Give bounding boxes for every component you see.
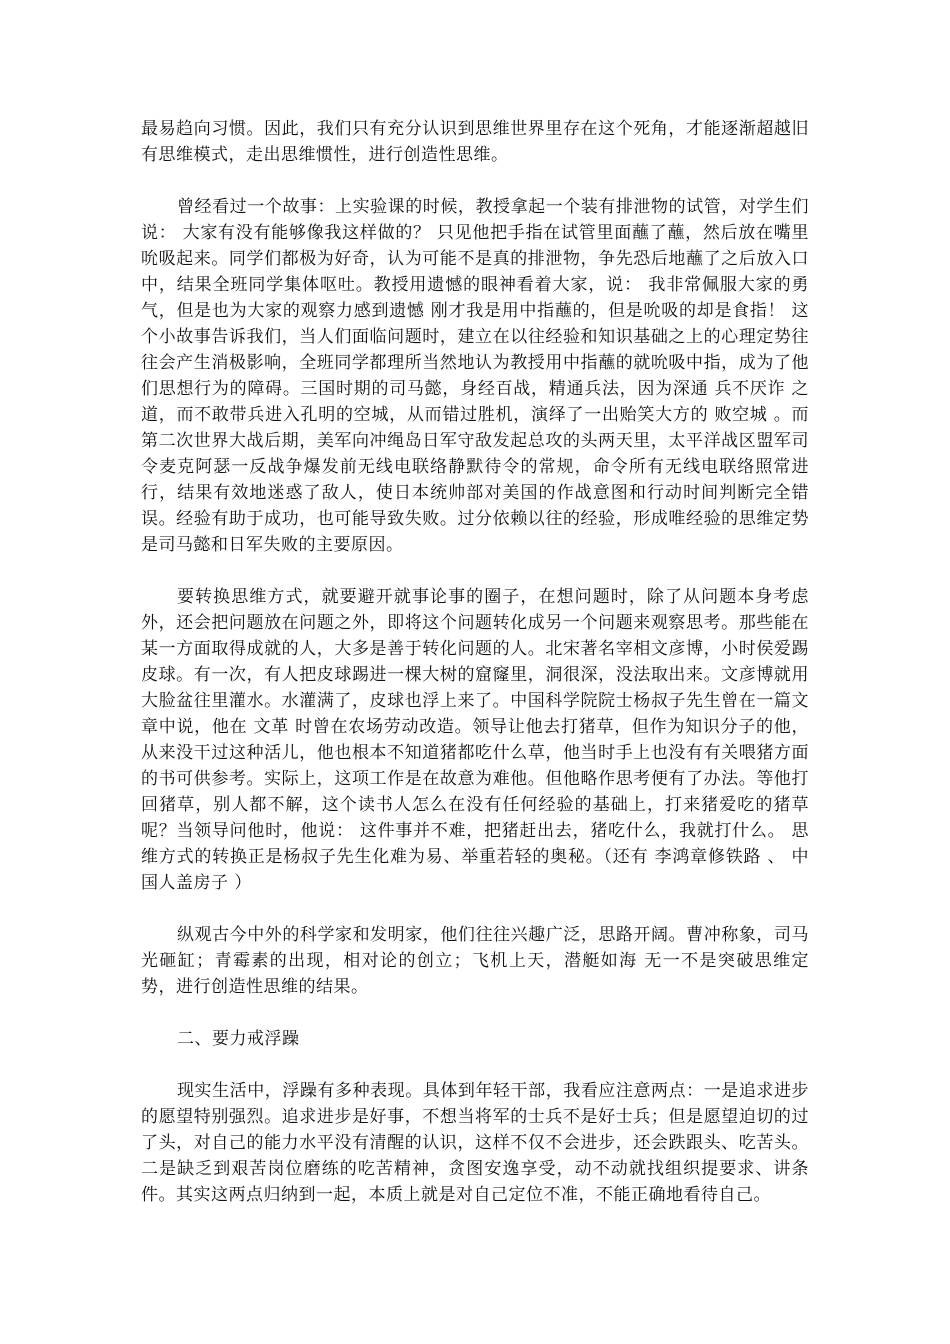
paragraph-thinking-transformation: 要转换思维方式，就要避开就事论事的圈子，在想问题时，除了从问题本身考虑外，还会把问题放在问题之外，即将这个问题转化成另一个问题来观察思考。那些能在某一方面取得成就的人，大多是善于转化问题的人。北宋著名宰相文彦博，小时侯爱踢皮球。有一次，有人把皮球踢进一棵大树的窟窿里，洞很深，没法取出来。文彦博就用大脸盆往里灌水。水灌满了，皮球也浮上来了。中国科学院院士杨叔子先生曾在一篇文章中说，他在 文革 时曾在农场劳动改造。领导让他去打猪草，但作为知识分子的他，从来没干过这种活儿，他也根本不知道猪都吃什么草，他当时手上也没有有关喂猪方面的书可供参考。实际上，这项工作是在故意为难他。但他略作思考便有了办法。等他打回猪草，别人都不解，这个读书人怎么在没有任何经验的基础上，打来猪爱吃的猪草呢？当领导问他时，他说： 这件事并不难，把猪赶出去，猪吃什么，我就打什么。 思维方式的转换正是杨叔子先生化难为易、举重若轻的奥秘。（还有 李鸿章修铁路 、 中国人盖房子 ） xyxy=(141,587,809,893)
paragraph-continuation: 最易趋向习惯。因此，我们只有充分认识到思维世界里存在这个死角，才能逐渐超越旧有思维模式，走出思维惯性，进行创造性思维。 xyxy=(141,119,809,165)
document-page xyxy=(141,106,809,1208)
paragraph-scientists-inventors: 纵观古今中外的科学家和发明家，他们往往兴趣广泛，思路开阔。曹冲称象，司马光砸缸；青霉素的出现，相对论的创立；飞机上天，潜艇如海 无一不是突破思维定势，进行创造性思维的结果。 xyxy=(141,925,809,997)
paragraph-impetuosity: 现实生活中，浮躁有多种表现。具体到年轻干部，我看应注意两点：一是追求进步的愿望特别强烈。追求进步是好事，不想当将军的士兵不是好士兵；但是愿望迫切的过了头，对自己的能力水平没有清醒的认识，这样不仅不会进步，还会跌跟头、吃苦头。二是缺乏到艰苦岗位磨练的吃苦精神，贪图安逸享受，动不动就找组织提要求、讲条件。其实这两点归纳到一起，本质上就是对自己定位不准，不能正确地看待自己。 xyxy=(141,1081,809,1205)
paragraph-story-experiment: 曾经看过一个故事：上实验课的时候，教授拿起一个装有排泄物的试管，对学生们说： 大家有没有能够像我这样做的？ 只见他把手指在试管里面蘸了蘸，然后放在嘴里吮吸起来。同学们都极为好奇，认为可能不是真的排泄物，争先恐后地蘸了之后放入口中，结果全班同学集体呕吐。教授用遗憾的眼神看着大家，说： 我非常佩服大家的勇气，但是也为大家的观察力感到遗憾 刚才我是用中指蘸的，但是吮吸的却是食指！ 这个小故事告诉我们，当人们面临问题时，建立在以往经验和知识基础之上的心理定势往往会产生消极影响，全班同学都理所当然地认为教授用中指蘸的就吮吸中指，成为了他们思想行为的障碍。三国时期的司马懿，身经百战，精通兵法，因为深通 兵不厌诈 之道，而不敢带兵进入孔明的空城，从而错过胜机，演绎了一出贻笑大方的 败空城 。而第二次世界大战后期，美军向冲绳岛日军守敌发起总攻的头两天里，太平洋战区盟军司令麦克阿瑟一反战争爆发前无线电联络静默待令的常规，命令所有无线电联络照常进行，结果有效地迷惑了敌人，使日本统帅部对美国的作战意图和行动时间判断完全错误。经验有助于成功，也可能导致失败。过分依赖以往的经验，形成唯经验的思维定势是司马懿和日军失败的主要原因。 xyxy=(141,197,809,555)
section-heading: 二、要力戒浮躁 xyxy=(177,1029,300,1049)
